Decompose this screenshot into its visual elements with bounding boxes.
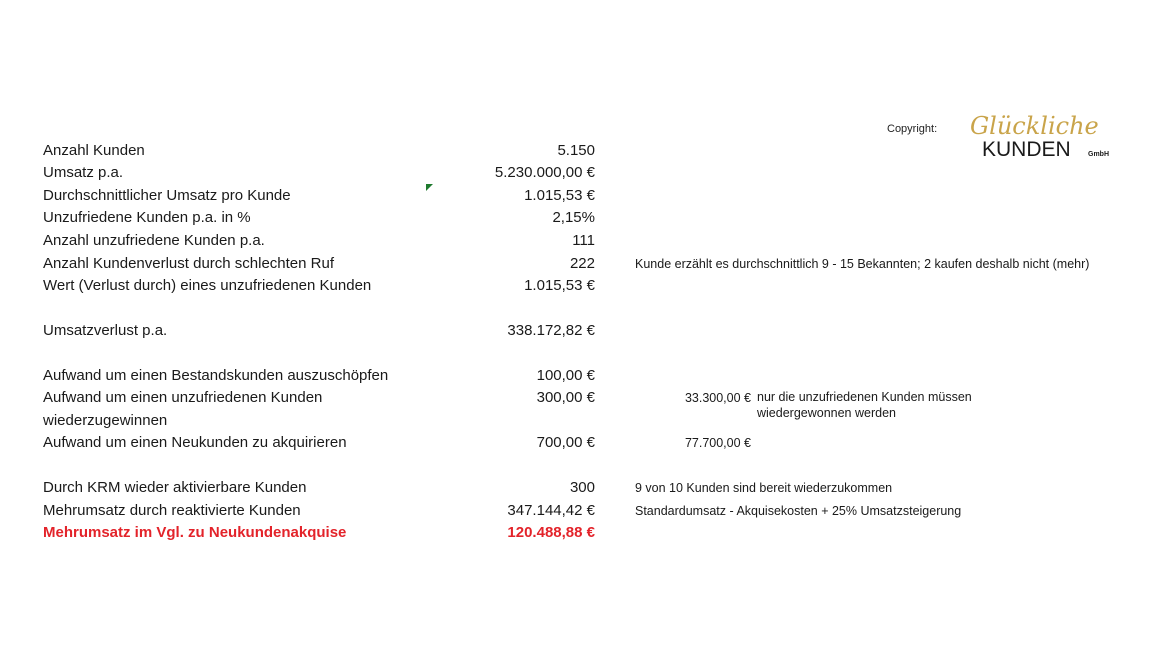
- row-label-line1: Aufwand um einen unzufriedenen Kunden: [43, 389, 323, 406]
- row-kundenverlust-ruf: [0, 253, 1170, 275]
- row-aufwand-neukunde: [0, 432, 1170, 454]
- row-label: Wert (Verlust durch) eines unzufriedenen Kunden: [43, 277, 372, 294]
- company-logo: [966, 108, 1126, 164]
- row-label: Anzahl unzufriedene Kunden p.a.: [43, 232, 265, 249]
- row-label: Umsatz p.a.: [43, 164, 124, 181]
- row-aufwand-bestandskunde: [0, 365, 1170, 387]
- row-label-line2: wiederzugewinnen: [43, 412, 168, 429]
- row-note: 9 von 10 Kunden sind bereit wiederzukommen: [635, 481, 893, 495]
- row-label: Durchschnittlicher Umsatz pro Kunde: [43, 187, 291, 204]
- row-label: Umsatzverlust p.a.: [43, 322, 168, 339]
- logo-main-text: KUNDEN: [982, 138, 1071, 161]
- row-amount: 33.300,00 €: [684, 391, 751, 405]
- row-unzufriedene-prozent: [0, 207, 1170, 229]
- row-label: Unzufriedene Kunden p.a. in %: [43, 209, 251, 226]
- row-value: 5.150: [557, 142, 595, 159]
- logo-suffix-text: GmbH: [1088, 151, 1109, 158]
- row-anzahl-unzufriedene: [0, 230, 1170, 252]
- row-label: Anzahl Kundenverlust durch schlechten Ruf: [43, 255, 335, 272]
- row-value: 5.230.000,00 €: [494, 164, 595, 181]
- row-value: 1.015,53 €: [524, 187, 595, 204]
- row-value: 2,15%: [552, 209, 595, 226]
- row-value: 700,00 €: [536, 434, 595, 451]
- row-label: Mehrumsatz durch reaktivierte Kunden: [43, 502, 301, 519]
- row-note: Standardumsatz - Akquisekosten + 25% Umsatzsteigerung: [635, 504, 962, 518]
- row-value: 300: [569, 479, 595, 496]
- row-umsatzverlust: [0, 320, 1170, 342]
- row-label: Anzahl Kunden: [43, 142, 145, 159]
- row-value-highlight: 120.488,88 €: [507, 524, 595, 541]
- row-label: Aufwand um einen Neukunden zu akquirieren: [43, 434, 347, 451]
- row-note: Kunde erzählt es durchschnittlich 9 - 15 Bekannten; 2 kaufen deshalb nicht (mehr): [635, 257, 1090, 271]
- row-krm-aktivierbar: [0, 477, 1170, 499]
- row-amount: 77.700,00 €: [684, 436, 751, 450]
- row-value: 100,00 €: [536, 367, 595, 384]
- row-value: 338.172,82 €: [507, 322, 595, 339]
- row-value: 111: [572, 232, 595, 249]
- row-value: 1.015,53 €: [524, 277, 595, 294]
- row-label-highlight: Mehrumsatz im Vgl. zu Neukundenakquise: [43, 524, 347, 541]
- row-mehrumsatz-reaktiviert: [0, 500, 1170, 522]
- row-value: 300,00 €: [536, 389, 595, 406]
- row-label: Durch KRM wieder aktivierbare Kunden: [43, 479, 307, 496]
- copyright-label: Copyright:: [887, 123, 938, 135]
- row-aufwand-unzufriedene: [0, 387, 1170, 409]
- row-mehrumsatz-vergleich: [0, 522, 1170, 544]
- logo-script-text: Glückliche: [970, 112, 1099, 140]
- row-note-line1: nur die unzufriedenen Kunden müssen: [757, 390, 972, 404]
- row-note-line2: wiedergewonnen werden: [757, 406, 896, 420]
- row-aufwand-unzufriedene-cont: [0, 406, 1170, 432]
- row-value: 222: [569, 255, 595, 272]
- row-value: 347.144,42 €: [507, 502, 595, 519]
- row-wert-verlust: [0, 275, 1170, 297]
- row-durchschnitt-umsatz: [0, 185, 1170, 207]
- row-label: Aufwand um einen Bestandskunden auszuschöpfen: [43, 367, 389, 384]
- row-umsatz: [0, 162, 1170, 184]
